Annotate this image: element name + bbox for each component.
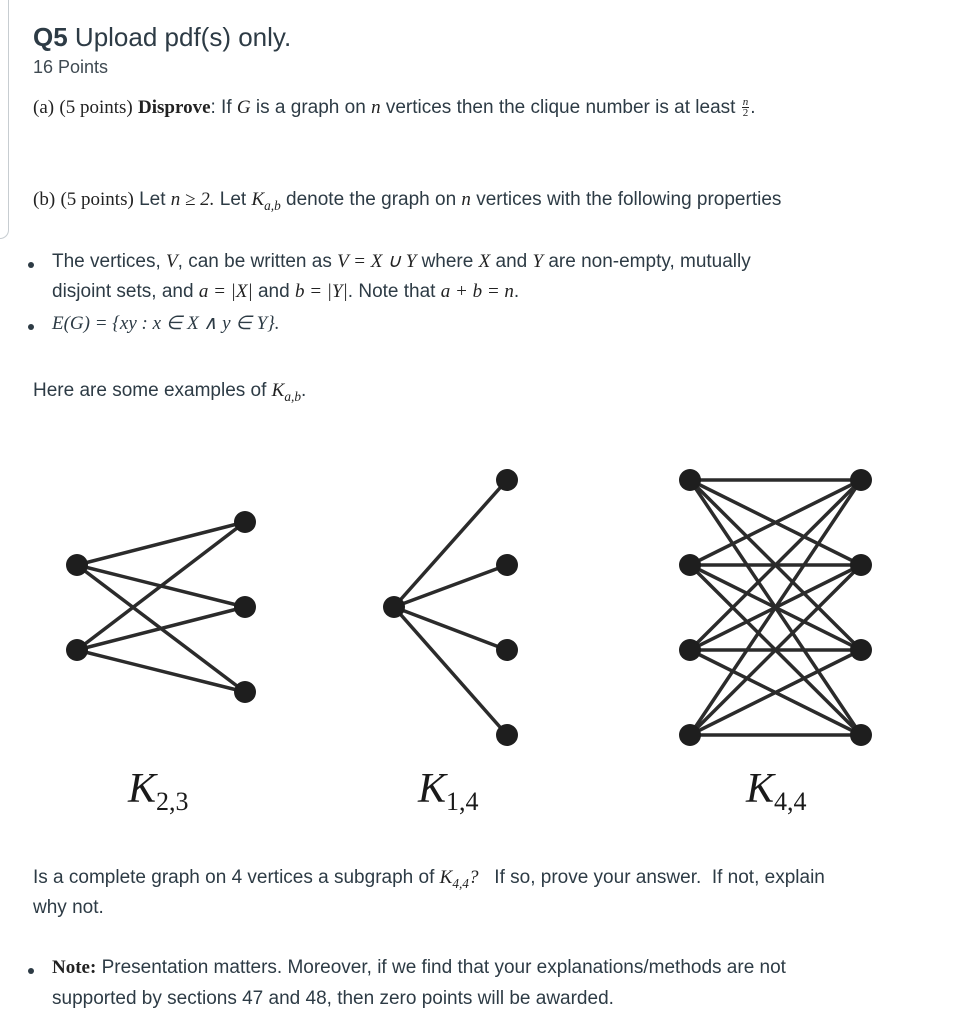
- graph-vertex: [496, 554, 518, 576]
- graph-vertex: [850, 639, 872, 661]
- part-a-keyword: Disprove: [138, 97, 211, 118]
- graph-edge: [77, 607, 245, 650]
- bullet-vertices-line2: disjoint sets, and a = |X| and b = |Y|. Note that a + b = n.: [52, 281, 520, 302]
- graph-vertex: [679, 724, 701, 746]
- graph-vertex: [679, 469, 701, 491]
- graph-vertex: [234, 511, 256, 533]
- graph-vertex: [679, 639, 701, 661]
- graph-vertex: [850, 469, 872, 491]
- part-a-text: (a) (5 points) Disprove: If G is a graph on n vertices then the clique number is at least $\frac{n}{2}$ .: [33, 96, 756, 120]
- graph-vertex: [496, 469, 518, 491]
- graph-vertex: [234, 681, 256, 703]
- part-a-points: (5 points): [59, 97, 133, 118]
- bipartite-graphs-figure: [33, 440, 915, 824]
- part-b-label: (b): [33, 189, 56, 210]
- graph-vertex: [850, 554, 872, 576]
- graph-vertex: [66, 639, 88, 661]
- graph-vertex: [496, 639, 518, 661]
- bullet-icon: [28, 324, 34, 330]
- note-label: Note:: [52, 957, 97, 978]
- part-b-points: (5 points): [60, 189, 134, 210]
- graph-vertex: [679, 554, 701, 576]
- bullet-edges: E(G) = {xy : x ∈ X ∧ y ∈ Y}.: [52, 313, 280, 334]
- subgraph-question-line2: why not.: [33, 897, 104, 918]
- panel-frame: [0, 0, 9, 239]
- part-b-text: (b) (5 points) Let n ≥ 2. Let $K_{a,b}$ denote the graph on n vertices with the following properties: [33, 189, 782, 213]
- graph-label: K2,3: [128, 766, 189, 816]
- graph-edge: [394, 480, 507, 607]
- note-line2: supported by sections 47 and 48, then zero points will be awarded.: [52, 988, 614, 1009]
- part-a-label: (a): [33, 97, 55, 118]
- bullet-icon: [28, 262, 34, 268]
- graph-label: K1,4: [418, 766, 479, 816]
- question-points: 16 Points: [33, 57, 109, 77]
- question-title-text: Upload pdf(s) only.: [74, 22, 292, 52]
- examples-intro: Here are some examples of $K_{a,b}$.: [33, 380, 307, 404]
- fraction-n-over-2: $\frac{n}{2}$: [742, 96, 749, 120]
- graph-vertex: [383, 596, 405, 618]
- graphs-svg: [33, 440, 915, 824]
- note-line1: Note: Presentation matters. Moreover, if we find that your explanations/methods are not: [52, 957, 786, 978]
- bullet-icon: [28, 968, 34, 974]
- graph-label: K4,4: [746, 766, 807, 816]
- question-number: Q5: [33, 22, 68, 52]
- graph-vertex: [234, 596, 256, 618]
- subgraph-question: Is a complete graph on 4 vertices a subgraph of $K_{4,4}$? If so, prove your answer. If not, explain: [33, 867, 825, 891]
- graph-vertex: [850, 724, 872, 746]
- graph-edge: [77, 522, 245, 565]
- graph-edge: [394, 607, 507, 735]
- graph-vertex: [66, 554, 88, 576]
- bullet-vertices-line1: The vertices, V, can be written as V = X ∪ Y where X and Y are non-empty, mutually: [52, 251, 751, 272]
- graph-vertex: [496, 724, 518, 746]
- question-title: [33, 22, 291, 53]
